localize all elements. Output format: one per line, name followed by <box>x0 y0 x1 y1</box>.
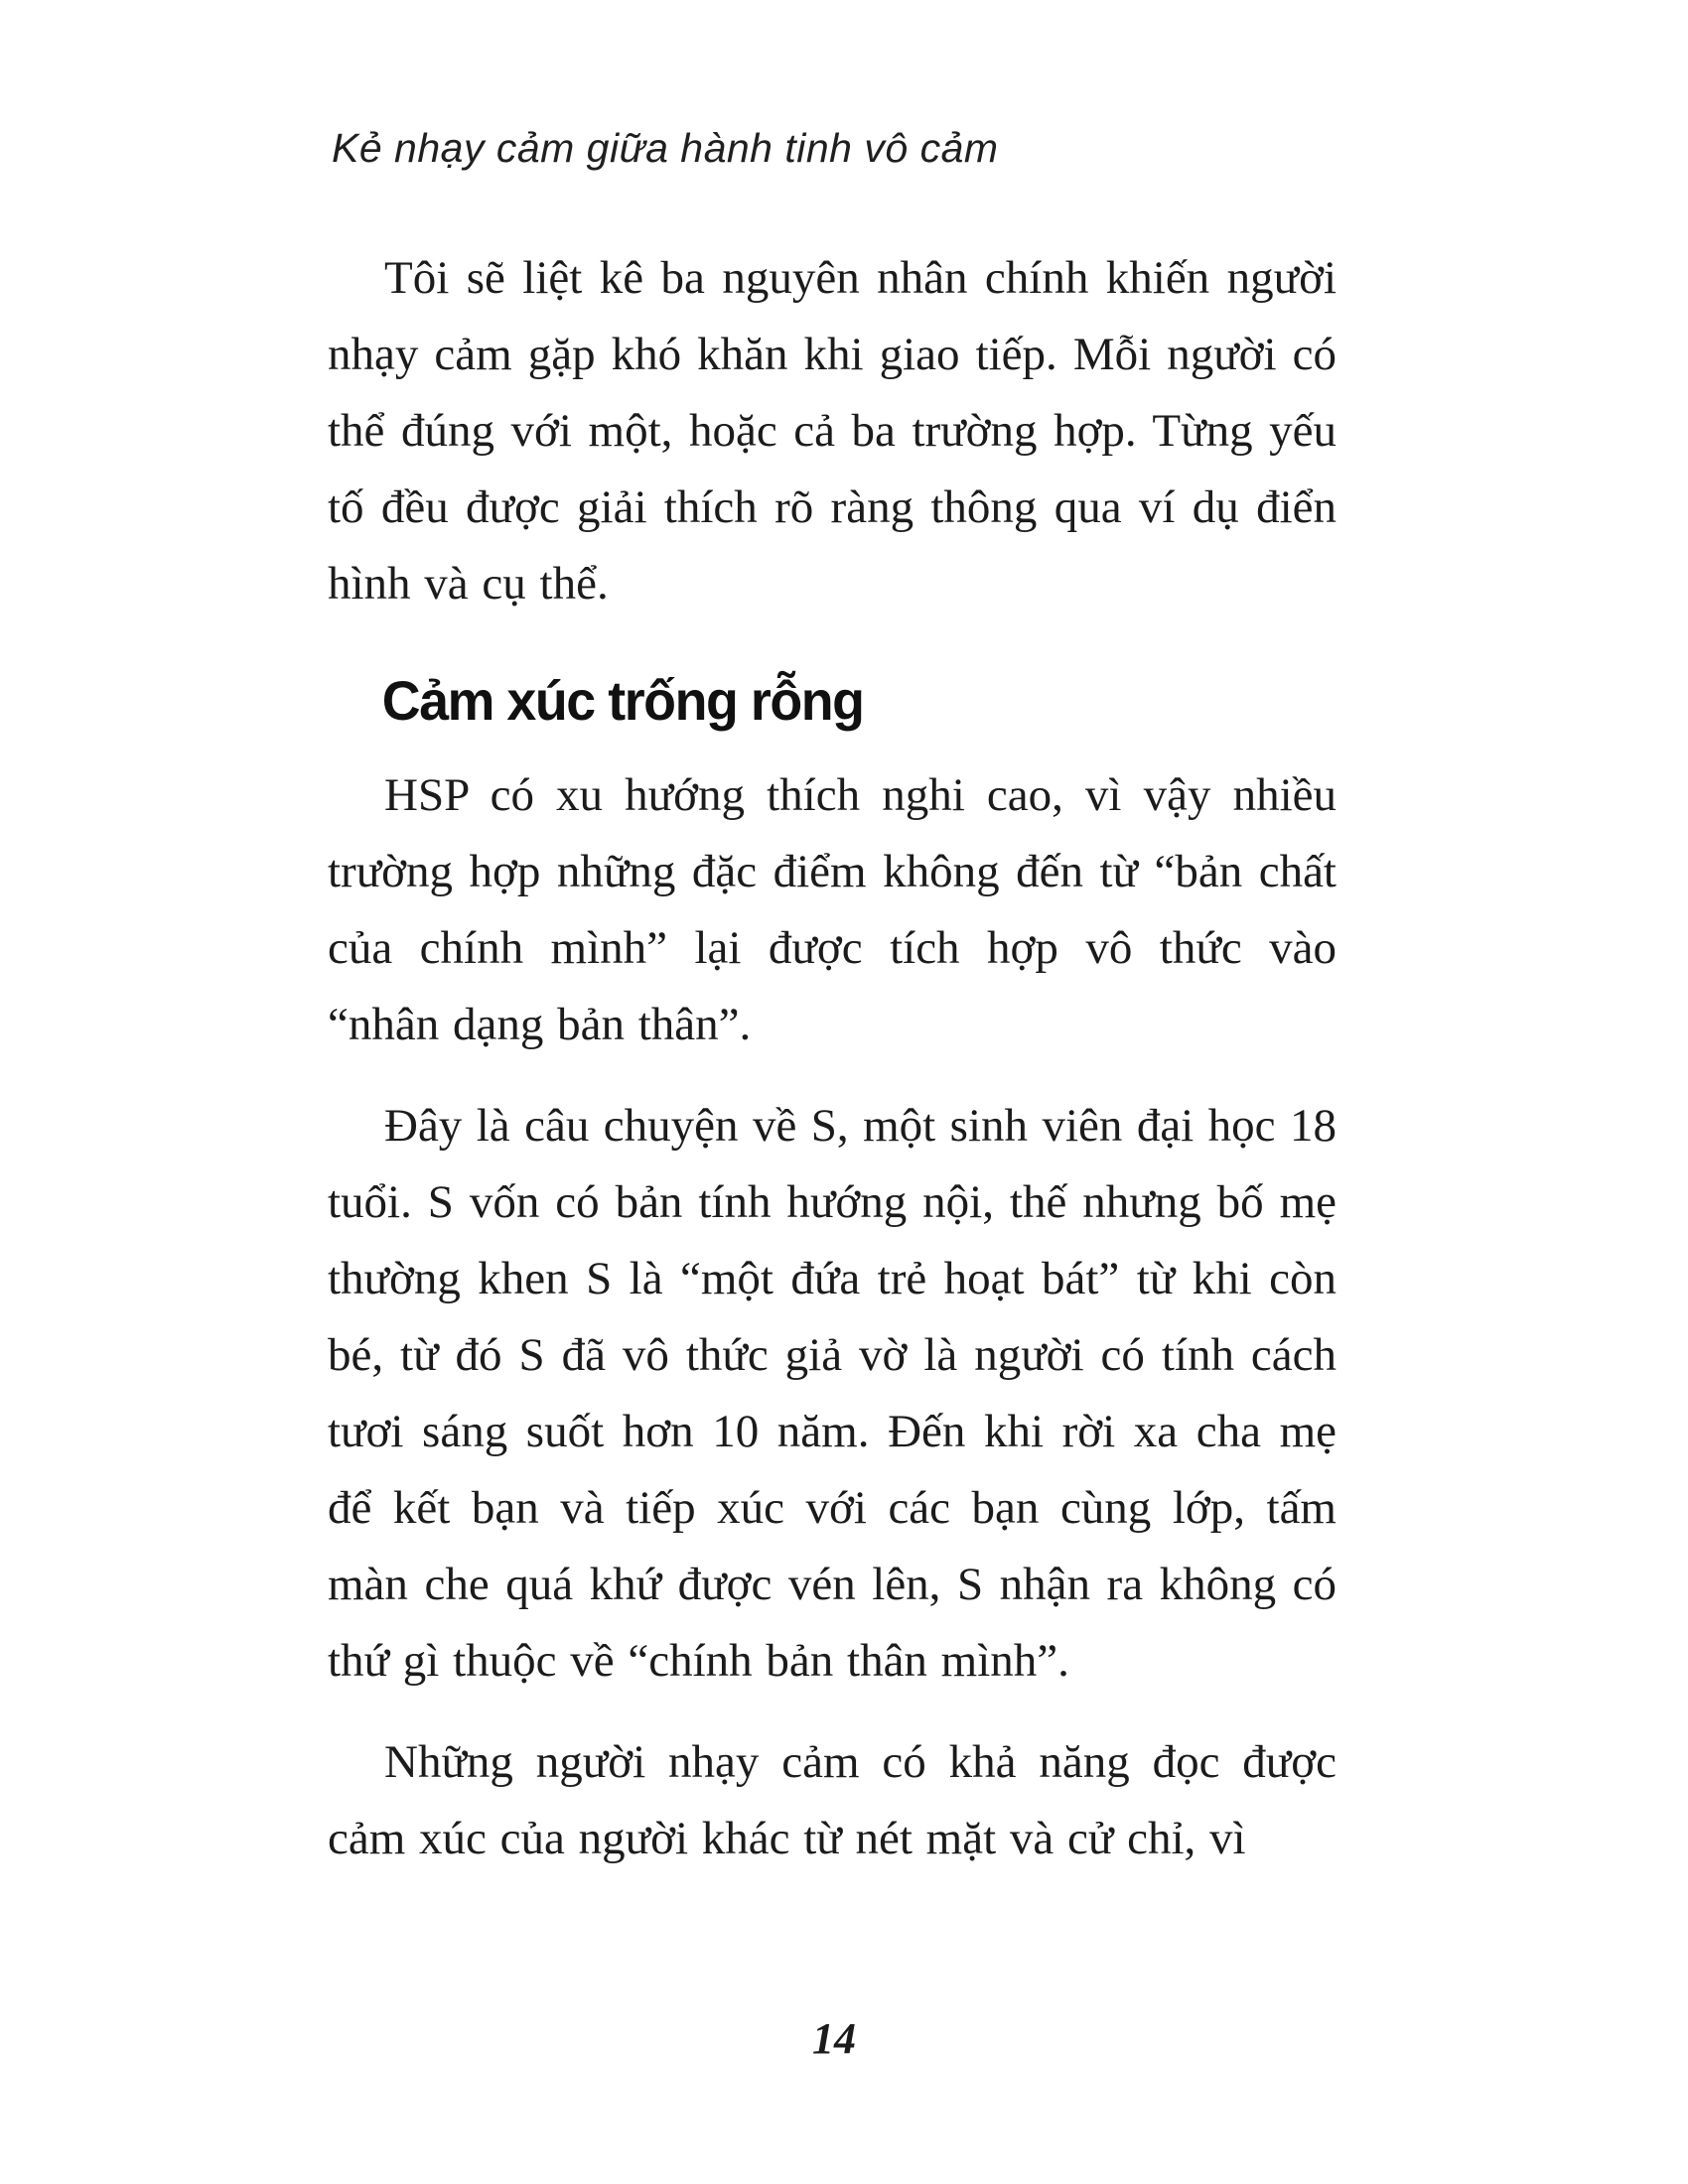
section-heading: Cảm xúc trống rỗng <box>381 669 864 732</box>
paragraph: Đây là câu chuyện về S, một sinh viên đại học 18 tuổi. S vốn có bản tính hướng nội, thế nhưng bố mẹ thường khen S là “một đứa trẻ hoạt bát” từ khi còn bé, từ đó S đã vô thức giả vờ là người có tính cách tươi sáng suốt hơn 10 năm. Đến khi rời xa cha mẹ để kết bạn và tiếp xúc với các bạn cùng lớp, tấm màn che quá khứ được vén lên, S nhận ra không có thứ gì thuộc về “chính bản thân mình”. <box>328 1100 1336 1687</box>
text-block <box>328 240 1336 1902</box>
paragraph: Tôi sẽ liệt kê ba nguyên nhân chính khiến người nhạy cảm gặp khó khăn khi giao tiếp. Mỗi người có thể đúng với một, hoặc cả ba trường hợp. Từng yếu tố đều được giải thích rõ ràng thông qua ví dụ điển hình và cụ thể. <box>328 252 1336 610</box>
page-number: 14 <box>812 2014 856 2063</box>
paragraph: Những người nhạy cảm có khả năng đọc được cảm xúc của người khác từ nét mặt và cử chỉ, vì <box>328 1736 1336 1864</box>
running-header: Kẻ nhạy cảm giữa hành tinh vô cảm <box>332 125 999 171</box>
paragraph: HSP có xu hướng thích nghi cao, vì vậy nhiều trường hợp những đặc điểm không đến từ “bản chất của chính mình” lại được tích hợp vô thức vào “nhân dạng bản thân”. <box>328 769 1336 1050</box>
